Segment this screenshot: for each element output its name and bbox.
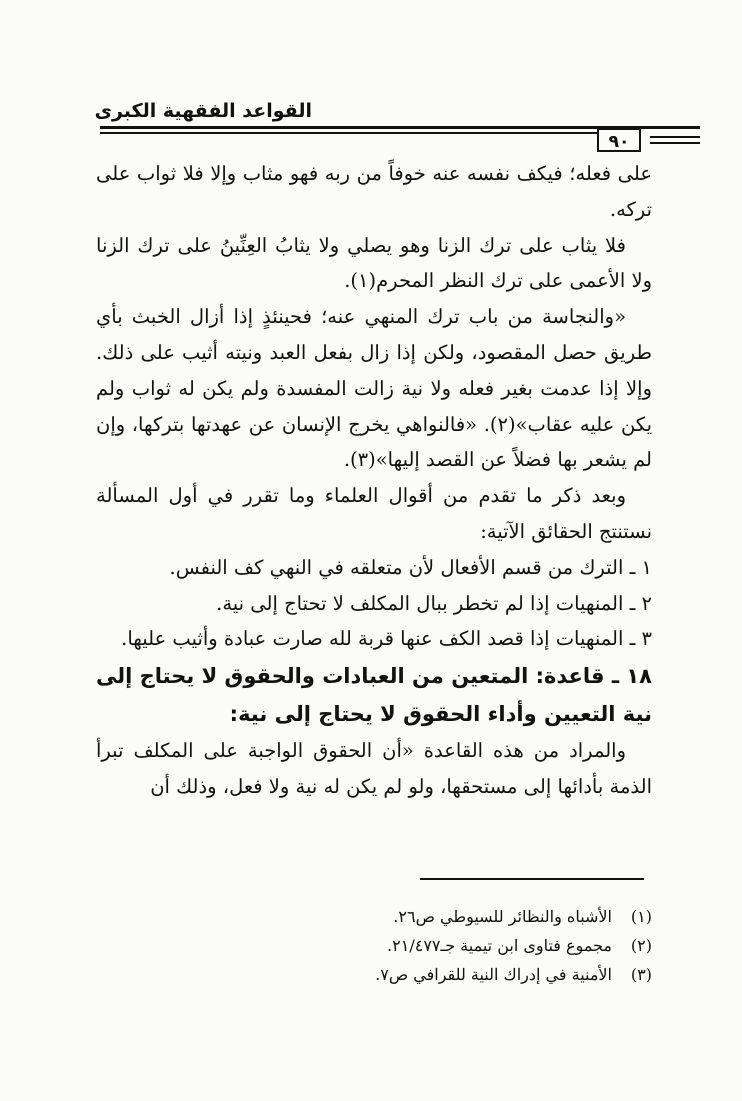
paragraph-4: وبعد ذكر ما تقدم من أقوال العلماء وما تقرر في أول المسألة نستنتج الحقائق الآتية: [96, 484, 652, 543]
header-rule-right-1 [650, 136, 700, 138]
footnotes [300, 902, 652, 989]
paragraph-2: فلا يثاب على ترك الزنا وهو يصلي ولا يثابُ العِنِّينُ على ترك الزنا ولا الأعمى على ترك النظر المحرم(١). [96, 233, 652, 293]
footnote-number: (١) [630, 907, 652, 926]
footnote-number: (٣) [630, 965, 652, 984]
page-number: ٩٠ [597, 128, 641, 152]
list-item-2: ٢ ـ المنهيات إذا لم تخطر ببال المكلف لا تحتاج إلى نية. [216, 591, 652, 615]
paragraph-1: على فعله؛ فيكف نفسه عنه خوفاً من ربه فهو مثاب وإلا فلا ثواب على تركه. [96, 162, 652, 221]
rule-heading: ١٨ ـ قاعدة: المتعين من العبادات والحقوق لا يحتاج إلى نية التعيين وأداء الحقوق لا يحتاج إلى نية: [96, 664, 652, 727]
running-title: القواعد الفقهية الكبرى [94, 100, 312, 122]
footnote-1 [300, 902, 652, 931]
body-text [96, 156, 652, 805]
footnote-3 [300, 960, 652, 989]
paragraph-3: «والنجاسة من باب ترك المنهي عنه؛ فحينئذٍ إذا أزال الخبث بأي طريق حصل المقصود، ولكن إذا زال بفعل العبد ونيته أثيب على ذلك. وإلا إذا عدمت بغير فعله ولا نية زالت المفسدة ولم يكن له ثواب ولم يكن عليه عقاب»(٢). «فالنواهي يخرج الإنسان عن عهدتها بتركها، وإن لم يشعر بها فضلاً عن القصد إليها»(٣). [96, 305, 652, 472]
list-item-1: ١ ـ الترك من قسم الأفعال لأن متعلقه في النهي كف النفس. [169, 555, 652, 579]
paragraph-5: والمراد من هذه القاعدة «أن الحقوق الواجبة على المكلف تبرأ الذمة بأدائها إلى مستحقها، ولو لم يكن له نية ولا فعل، وذلك أن [96, 739, 652, 798]
header-rule-right-2 [650, 142, 700, 144]
footnote-number: (٢) [630, 936, 652, 955]
footnote-text: مجموع فتاوى ابن تيمية جـ٢١/٤٧٧. [387, 936, 612, 955]
footnote-2 [300, 931, 652, 960]
footnote-text: الأشباه والنظائر للسيوطي ص٢٦. [393, 907, 612, 926]
list-item-3: ٣ ـ المنهيات إذا قصد الكف عنها قربة لله صارت عبادة وأثيب عليها. [121, 627, 652, 651]
header-rule-mid [100, 132, 597, 134]
footnote-text: الأمنية في إدراك النية للقرافي ص٧. [375, 965, 612, 984]
footnote-separator [420, 878, 644, 880]
